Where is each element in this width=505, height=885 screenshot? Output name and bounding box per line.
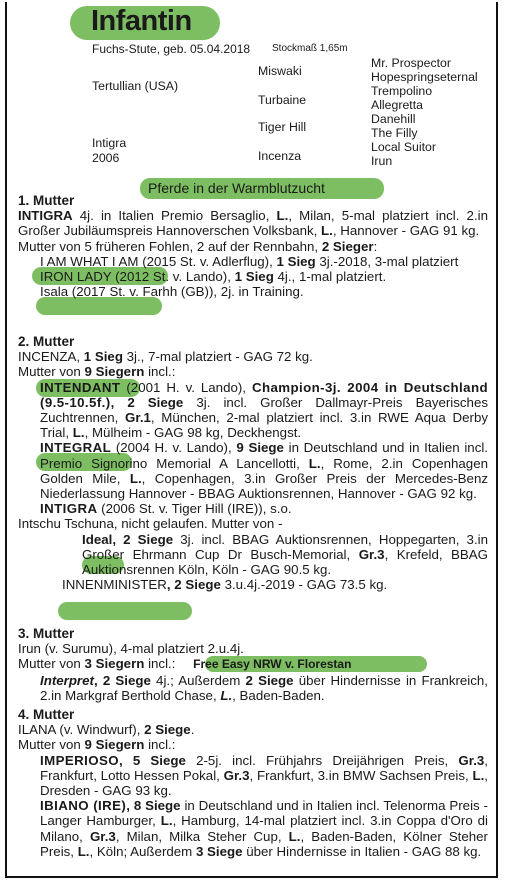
listed-mark: L. <box>472 767 485 783</box>
mother-text: Mutter von <box>18 737 85 753</box>
section-3-mother <box>18 656 488 672</box>
entry-text: , Frankfurt, Lotto Hessen Pokal, <box>40 752 488 783</box>
free-easy-banner: Free Easy NRW v. Florestan <box>193 657 352 672</box>
section-3 <box>18 626 488 703</box>
dam-name-intigra: INTIGRA <box>18 208 73 224</box>
entry-text: , Dresden - GAG 93 kg. <box>40 767 488 799</box>
section-4 <box>18 707 488 859</box>
entry-ibiano <box>18 798 488 859</box>
section-2-dam <box>18 349 488 364</box>
section-1-foals <box>18 239 488 254</box>
listed-mark: L. <box>129 470 142 486</box>
pedigree-gen3-4: Allegretta <box>371 98 423 112</box>
entry-text: 4j.; Außerdem <box>150 672 246 688</box>
entry-wins: 2 Siege <box>245 672 294 688</box>
pedigree-sire: Tertullian (USA) <box>92 79 179 93</box>
entry-text: , Rome, 2.in Copenhagen Golden Mile, <box>40 455 488 486</box>
foals-text: : <box>373 238 378 254</box>
pedigree-gen3-6: The Filly <box>371 126 418 140</box>
section-4-dam <box>18 722 488 737</box>
entry-name: INTENDANT <box>40 379 121 395</box>
entry-text: , Krefeld, BBAG Auktionsrennen Köln, Köln - GAG 90.5 kg. <box>82 546 489 578</box>
entry-wins: , 2 Siege <box>93 672 151 688</box>
foals-winners: 2 Sieger <box>321 238 374 254</box>
entry-name: Interpret <box>40 672 94 688</box>
listed-mark: L. <box>321 223 333 239</box>
section-4-heading: 4. Mutter <box>18 707 75 722</box>
entry-text: , Milan, Milka Steher Cup, <box>115 828 289 844</box>
entry-wins: , 8 Siege <box>126 798 181 814</box>
entry-text: 2-5j. incl. Frühjahrs Dreijährigen Preis, <box>185 752 459 768</box>
section-2 <box>18 334 488 592</box>
foal-i-am-what-i-am <box>18 254 488 269</box>
mother-text: incl.: <box>144 737 176 753</box>
foal-iron-lady <box>18 269 488 284</box>
dam-wins: 1 Sieg <box>83 349 123 365</box>
group-mark: Gr.3 <box>223 767 250 783</box>
pedigree-gen3-1: Mr. Prospector <box>371 56 451 70</box>
pedigree-gen3-8: Irun <box>371 154 393 168</box>
entry-name: IMPERIOSO <box>40 752 119 768</box>
foal-isala: Isala (2017 St. v. Farhh (GB)), 2j. in Training. <box>40 284 304 300</box>
entry-imperioso <box>18 753 488 799</box>
pedigree-gen3-5: Danehill <box>371 112 416 126</box>
mother-wins: 3 Siegern <box>84 656 145 672</box>
dam-text: ILANA (v. Windwurf), <box>18 722 145 738</box>
foal-text: (2015 St. v. Adlerflug), <box>138 253 277 269</box>
foal-text: 3j.-2018, 3-mal platziert <box>315 253 459 269</box>
entry-name: Ideal <box>82 531 113 547</box>
pedigree-gen3-3: Trempolino <box>371 84 433 98</box>
pedigree-gen3-7: Local Suitor <box>371 140 436 154</box>
entry-text: , Frankfurt, 3.in BMW Sachsen Preis, <box>249 767 473 783</box>
pedigree-gen3-2: Hopespringseternal <box>371 70 478 84</box>
pedigree-dam-year: 2006 <box>92 151 120 165</box>
highlight-iron-lady <box>36 297 162 315</box>
foal-wins: 1 Sieg <box>234 269 274 285</box>
entry-text: 3j. incl. BBAG Auktionsrennen, Hoppegarten, 3.in Großer Ehrmann Cup Dr Busch-Memorial, <box>82 531 488 562</box>
section-1-heading: 1. Mutter <box>18 193 75 208</box>
entry-text: in Deutschland und in Italien incl. Premio Signorino Memorial A Lancellotti, <box>40 440 488 471</box>
pedigree-dam: Intigra <box>92 136 127 150</box>
foal-wins: 1 Sieg <box>276 253 316 269</box>
section-2-mother <box>18 364 488 379</box>
entry-text: 3j. incl. Großer Dallmayr-Preis Bayerisches Zuchtrennen, <box>40 394 488 426</box>
group-mark: Gr.3 <box>358 546 385 562</box>
foals-text: Mutter von 5 früheren Fohlen, 2 auf der Rennbahn, <box>18 238 322 254</box>
mother-text: Mutter von <box>18 656 85 672</box>
entry-name: INNENMINISTER <box>62 577 167 593</box>
entry-text: (2004 H. v. Lando), <box>111 440 237 456</box>
entry-wins: 9 Siege <box>236 440 284 456</box>
dam-text: , Milan, 5-mal platziert incl. 2.in Großer Jubiläumspreis Hannoverschen Volksbank, <box>18 208 488 239</box>
entry-wins: 3 Siege <box>195 843 243 859</box>
mother-text: incl.: <box>144 656 176 672</box>
dam-text: INCENZA, <box>18 349 84 365</box>
dam-text: 3j., 7-mal platziert - GAG 72 kg. <box>122 349 313 365</box>
pedigree-sire-sire: Miswaki <box>258 64 302 78</box>
entry-ideal <box>18 532 488 578</box>
entry-text: , München, 2-mal platziert incl. 3.in RWE Aqua Derby Trial, <box>40 410 488 441</box>
entry-text: , Baden-Baden, Kölner Steher Preis, <box>40 828 488 859</box>
section-4-mother <box>18 737 488 752</box>
listed-mark: L. <box>160 813 173 829</box>
foal-name: IRON LADY <box>40 269 112 285</box>
entry-wins: , 2 Siege <box>110 394 184 410</box>
section-1-dam <box>18 208 488 238</box>
listed-mark: L. <box>288 828 301 844</box>
dam-wins: 2 Siege <box>144 722 191 738</box>
dam-text: . <box>190 722 195 738</box>
mother-wins: 9 Siegern <box>84 364 145 380</box>
foal-name: I AM WHAT I AM <box>40 253 139 269</box>
listed-mark: L. <box>220 687 233 703</box>
listed-mark: L. <box>77 843 90 859</box>
entry-text: (2006 St. v. Tiger Hill (IRE)), s.o. <box>97 501 292 517</box>
foal-text: (2012 St. v. Lando), <box>111 269 235 285</box>
entry-text: , Copenhagen, 3.in Großer Preis der Mercedes-Benz Niederlassung Hannover - BBAG Auktionsrennen, Hannover - GAG 92 kg. <box>40 470 488 502</box>
entry-name: INTEGRAL <box>40 440 112 456</box>
listed-mark: L. <box>308 455 321 471</box>
section-3-dam: Irun (v. Surumu), 4-mal platziert 2.u.4j. <box>18 641 244 657</box>
entry-name: IBIANO (IRE) <box>40 798 127 814</box>
section-2-heading: 2. Mutter <box>18 334 75 349</box>
entry-wins: , 2 Siege <box>166 577 221 593</box>
pedigree-sire-dam: Turbaine <box>258 93 307 107</box>
pedigree-dam-dam: Incenza <box>258 149 302 163</box>
foal-text: 4j., 1-mal platziert. <box>273 269 387 285</box>
horse-name: Infantin <box>91 5 192 37</box>
group-mark: Gr.3 <box>89 828 116 844</box>
entry-text: (2001 H. v. Lando), <box>120 379 252 395</box>
mother-wins: 9 Siegern <box>84 737 145 753</box>
entry-name: INTIGRA <box>40 501 98 517</box>
dam-text: , Hannover - GAG 91 kg. <box>332 223 480 239</box>
mother-text: incl.: <box>144 364 176 380</box>
pedigree-dam-sire: Tiger Hill <box>258 120 307 134</box>
entry-wins: , 2 Siege <box>112 531 174 547</box>
horse-description: Fuchs-Stute, geb. 05.04.2018 <box>92 42 251 56</box>
listed-mark: L. <box>72 425 85 441</box>
entry-text: über Hindernisse in Italien - GAG 88 kg. <box>242 843 482 859</box>
entry-text: , Mülheim - GAG 98 kg, Deckhengst. <box>84 425 302 441</box>
mother-text: Mutter von <box>18 364 85 380</box>
dam-text: 4j. in Italien Premio Bersaglio, <box>72 208 277 224</box>
entry-innenminister <box>18 577 488 592</box>
warmblood-banner: Pferde in der Warmblutzucht <box>148 180 325 196</box>
stockmass: Stockmaß 1,65m <box>272 43 348 54</box>
entry-champion: Champion-3j. 2004 in Deutschland (9.5-10.5f.) <box>40 379 488 410</box>
section-3-heading: 3. Mutter <box>18 626 75 641</box>
listed-mark: L. <box>276 208 289 224</box>
entry-text: , Hamburg, 14-mal platziert incl. 3.in Coppa d'Oro di Milano, <box>40 813 488 844</box>
highlight-innenminister <box>58 602 192 620</box>
entry-intigra <box>18 501 488 516</box>
entry-text: , Baden-Baden. <box>232 687 325 703</box>
group-mark: Gr.3 <box>458 752 485 768</box>
entry-text: über Hindernisse in Frankreich, 2.in Markgraf Berthold Chase, <box>40 672 488 703</box>
entry-interpret <box>18 673 488 703</box>
entry-intschu: Intschu Tschuna, nicht gelaufen. Mutter von - <box>18 516 283 532</box>
section-1 <box>18 193 488 299</box>
entry-text: in Deutschland und in Italien incl. Telenorma Preis - Langer Hamburger, <box>40 798 488 829</box>
entry-wins: , 5 Siege <box>118 752 186 768</box>
entry-intendant <box>18 380 488 441</box>
entry-text: , Köln; Außerdem <box>89 843 196 859</box>
entry-integral <box>18 440 488 501</box>
entry-text: 3.u.4j.-2019 - GAG 73.5 kg. <box>220 577 388 593</box>
group-mark: Gr.1 <box>125 410 151 426</box>
